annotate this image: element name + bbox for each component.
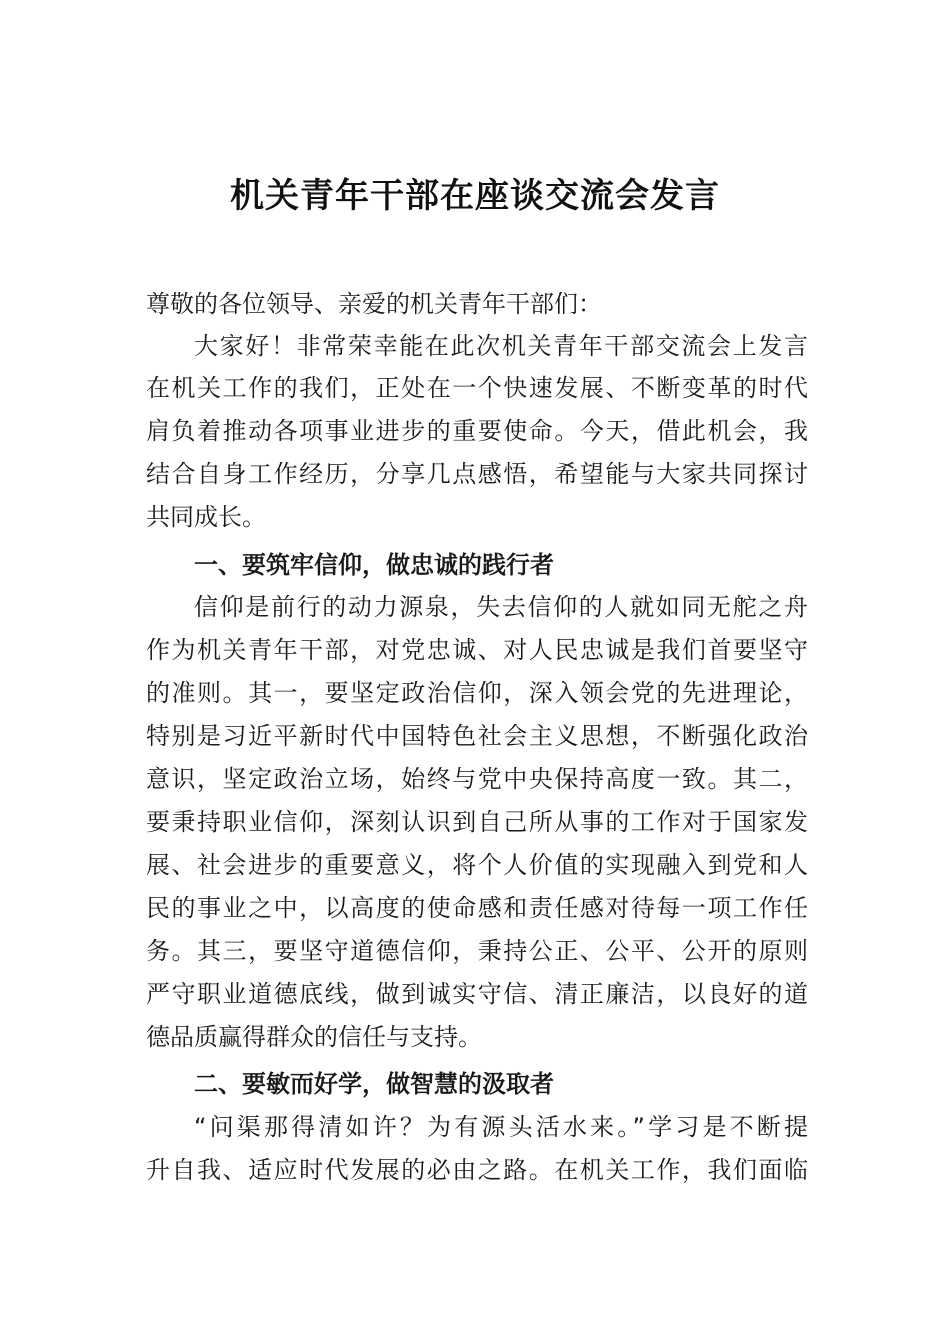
paragraph-line: 严守职业道德底线，做到诚实守信、清正廉洁，以良好的道 (146, 980, 808, 1008)
page-title: 机关青年干部在座谈交流会发言 (230, 176, 720, 216)
paragraph-line: 在机关工作的我们，正处在一个快速发展、不断变革的时代 (146, 374, 808, 402)
paragraph-line: 的准则。其一，要坚定政治信仰，深入领会党的先进理论， (146, 679, 808, 707)
paragraph-line: 共同成长。 (146, 503, 266, 531)
paragraph-line: 大家好！非常荣幸能在此次机关青年干部交流会上发言 (194, 332, 808, 360)
paragraph-line: 要秉持职业信仰，深刻认识到自己所从事的工作对于国家发 (146, 808, 808, 836)
paragraph-line: 展、社会进步的重要意义，将个人价值的实现融入到党和人 (146, 851, 808, 879)
paragraph-line: 特别是习近平新时代中国特色社会主义思想，不断强化政治 (146, 722, 808, 750)
salutation: 尊敬的各位领导、亲爱的机关青年干部们： (146, 290, 602, 318)
paragraph-line: 德品质赢得群众的信任与支持。 (146, 1023, 482, 1051)
paragraph-line: 意识，坚定政治立场，始终与党中央保持高度一致。其二， (146, 765, 808, 793)
paragraph-line: 升自我、适应时代发展的必由之路。在机关工作，我们面临 (146, 1156, 808, 1184)
paragraph-line: 信仰是前行的动力源泉，失去信仰的人就如同无舵之舟 (194, 593, 808, 621)
section-heading-2: 二、要敏而好学，做智慧的汲取者 (194, 1070, 554, 1098)
section-heading-1: 一、要筑牢信仰，做忠诚的践行者 (194, 551, 554, 579)
paragraph-line: “问渠那得清如许？为有源头活水来。”学习是不断提 (194, 1113, 808, 1141)
paragraph-line: 肩负着推动各项事业进步的重要使命。今天，借此机会，我 (146, 417, 808, 445)
paragraph-line: 作为机关青年干部，对党忠诚、对人民忠诚是我们首要坚守 (146, 636, 808, 664)
paragraph-line: 结合自身工作经历，分享几点感悟，希望能与大家共同探讨 (146, 460, 808, 488)
paragraph-line: 民的事业之中，以高度的使命感和责任感对待每一项工作任 (146, 894, 808, 922)
paragraph-line: 务。其三，要坚守道德信仰，秉持公正、公平、公开的原则 (146, 937, 808, 965)
